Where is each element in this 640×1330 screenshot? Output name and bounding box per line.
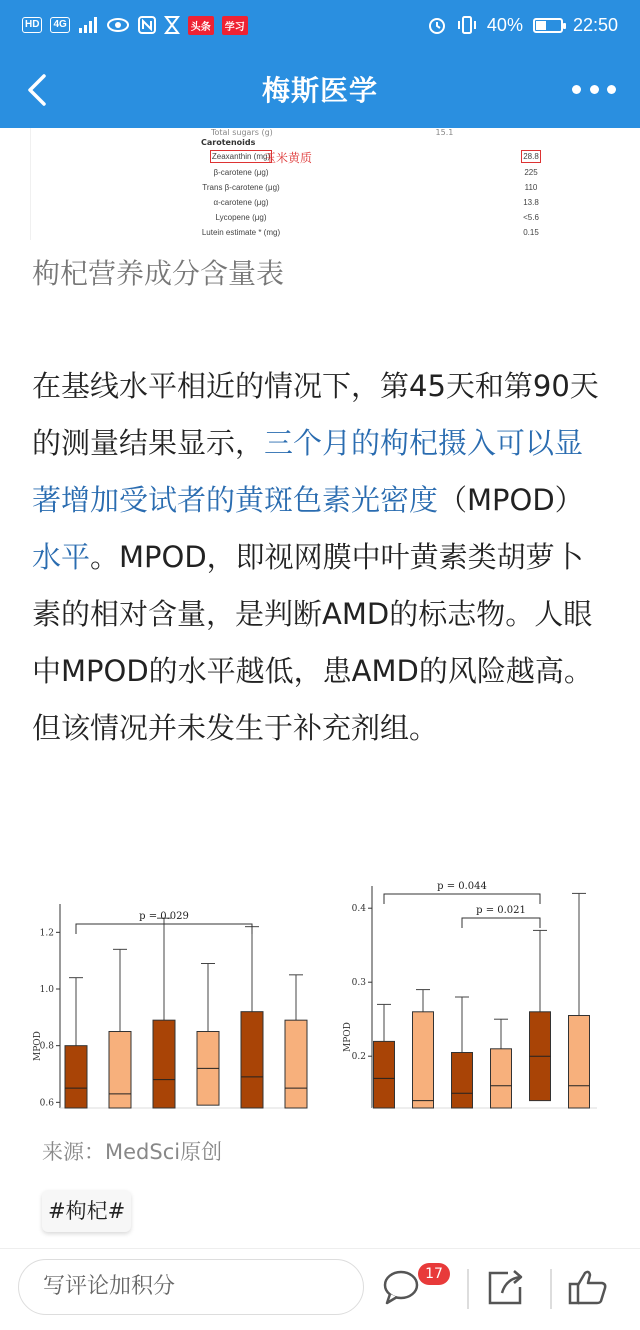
y-tick-label: 0.4 (351, 904, 366, 915)
bracket-line (384, 894, 540, 904)
box-4 (197, 964, 219, 1106)
mpod-charts (32, 868, 610, 1118)
box-body (413, 1012, 434, 1108)
hourglass-icon (164, 16, 180, 34)
significance-bracket (462, 905, 540, 928)
more-dots-icon (572, 85, 581, 94)
cut-row-name: Total sugars (g) (211, 128, 273, 137)
table-row-name: α-carotene (μg) (213, 198, 269, 207)
more-dot (590, 85, 599, 94)
page-title: 梅斯医学 (261, 74, 378, 107)
article-text: （MPOD） (438, 483, 584, 517)
table-row-name: Lycopene (μg) (215, 213, 267, 222)
image-caption: 枸杞营养成分含量表 (32, 257, 285, 290)
table-row (31, 198, 610, 212)
clock: 22:50 (572, 14, 618, 35)
network-indicator: 4G (50, 17, 69, 33)
table-row-value: <5.6 (523, 213, 539, 222)
y-tick-label: 0.8 (39, 1041, 54, 1052)
back-chevron-icon (20, 70, 60, 110)
app-badge-xuexi: 学习 (222, 16, 248, 35)
table-row (31, 213, 610, 227)
box-body (491, 1049, 512, 1108)
table-row-value: 225 (524, 168, 538, 177)
app-header (0, 50, 640, 128)
comment-input[interactable]: 写评论加积分 (18, 1259, 364, 1315)
image-source: 来源：MedSci原创 (42, 1140, 223, 1164)
box-4 (491, 1019, 512, 1108)
box-body (153, 1020, 175, 1108)
bracket-line (462, 918, 540, 928)
share-button[interactable] (484, 1265, 528, 1309)
alarm-icon (427, 15, 447, 35)
boxplot-panel-1 (33, 904, 307, 1108)
box-body (569, 1016, 590, 1109)
y-tick-label: 0.6 (39, 1098, 54, 1109)
box-5 (241, 927, 263, 1108)
y-tick-label: 0.3 (351, 978, 366, 989)
y-tick-label: 1.2 (39, 928, 54, 939)
y-tick-label: 1.0 (39, 985, 54, 995)
article-highlight: 三个月的枸杞摄入可以显著增加受试者的黄斑色素光密度 (32, 426, 584, 517)
mpod-boxplots-svg (32, 868, 610, 1118)
table-cut-row (211, 128, 453, 137)
table-row-name: Lutein estimate * (mg) (201, 228, 281, 237)
y-axis-label: MPOD (343, 1022, 353, 1052)
box-1 (65, 978, 87, 1108)
more-button[interactable] (572, 76, 616, 102)
top-bar (0, 0, 640, 128)
battery-fill (536, 21, 546, 30)
thumbs-up-icon (566, 1265, 610, 1309)
table-row (31, 183, 610, 197)
table-row-name: Zeaxanthin (mg) (211, 152, 271, 161)
table-row-name: β-carotene (μg) (213, 168, 269, 177)
hd-indicator: HD (22, 17, 42, 33)
status-bar (0, 0, 640, 50)
box-body (285, 1020, 307, 1108)
box-5 (530, 930, 551, 1100)
battery-percent: 40% (486, 14, 523, 35)
table-row-note: 玉米黄质 (264, 151, 313, 165)
box-6 (569, 893, 590, 1108)
like-button[interactable] (566, 1265, 610, 1309)
app-badge-toutiao: 头条 (188, 16, 214, 35)
box-body (65, 1046, 87, 1108)
table-row-value: 110 (524, 183, 538, 192)
battery-icon (533, 18, 563, 33)
signal-icon (78, 17, 98, 33)
y-axis-label: MPOD (33, 1031, 43, 1061)
topic-tag[interactable]: #枸杞# (42, 1190, 131, 1232)
table-row (31, 168, 610, 182)
comment-count-badge: 17 (418, 1263, 450, 1285)
box-3 (153, 918, 175, 1108)
box-body (374, 1041, 395, 1108)
article-paragraph (32, 358, 612, 757)
divider (467, 1269, 469, 1309)
divider (550, 1269, 552, 1309)
table-section-title: Carotenoids (201, 138, 256, 147)
article-highlight: 水平 (32, 540, 91, 574)
box-body (109, 1032, 131, 1109)
bracket-label: p = 0.021 (476, 905, 526, 916)
table-row (31, 152, 610, 166)
article-text: 。MPOD，即视网膜中叶黄素类胡萝卜素的相对含量，是判断AMD的标志物。人眼中MPOD的水平越低，患AMD的风险越高。但该情况并未发生于补充剂组。 (32, 540, 593, 745)
cut-row-value: 15.1 (435, 128, 454, 137)
article-text: 在基线水平相近的情况下，第45天和第90天的测量结果显示， (32, 369, 599, 460)
bottom-action-bar (0, 1248, 640, 1330)
box-6 (285, 975, 307, 1108)
y-tick-label: 0.2 (351, 1052, 366, 1063)
table-row-value: 13.8 (523, 198, 539, 207)
eye-icon (106, 17, 130, 33)
box-3 (452, 997, 473, 1108)
more-dot (607, 85, 616, 94)
nutrition-table-image (30, 128, 610, 240)
table-row-value: 28.8 (523, 152, 539, 161)
bracket-label: p = 0.029 (139, 911, 189, 922)
box-1 (374, 1004, 395, 1108)
box-body (452, 1053, 473, 1109)
boxplot-panel-2 (343, 881, 597, 1108)
nfc-icon (138, 16, 156, 34)
table-row-value: 0.15 (523, 228, 539, 237)
bracket-label: p = 0.044 (437, 881, 487, 892)
significance-bracket (384, 881, 540, 904)
share-icon (484, 1265, 528, 1309)
box-2 (109, 949, 131, 1108)
table-row-name: Trans β-carotene (μg) (202, 183, 280, 192)
box-2 (413, 990, 434, 1108)
vibrate-icon (457, 15, 477, 35)
box-body (241, 1012, 263, 1108)
table-row (31, 228, 610, 240)
back-button[interactable] (20, 70, 60, 110)
